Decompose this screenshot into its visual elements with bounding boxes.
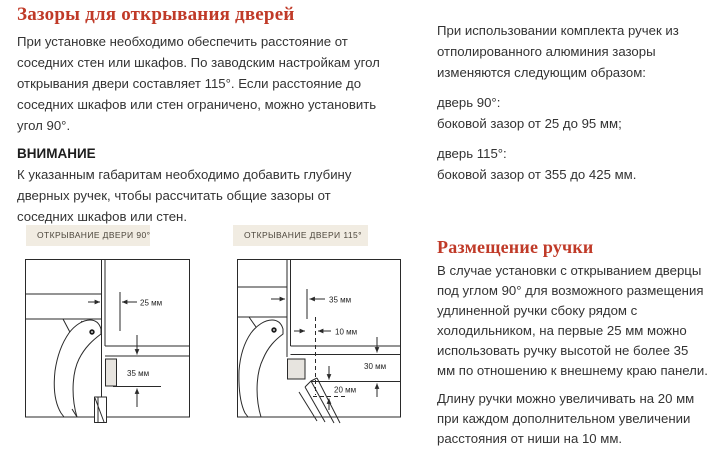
dim-20-label: 20 мм: [334, 385, 357, 395]
diagram-door-115-svg: [237, 259, 401, 425]
niche-wall-lines: [287, 260, 291, 358]
door-swing-shape: [54, 320, 101, 417]
diagram-frame: [26, 260, 190, 418]
figure-label-door-115: ОТКРЫВАНИЕ ДВЕРИ 115°: [233, 225, 368, 246]
niche-wall-lines: [102, 260, 106, 398]
diagram-door-115: [237, 259, 401, 425]
door-90-title: дверь 90°:: [437, 95, 501, 110]
fridge-front-band: [105, 346, 189, 356]
dim-35-label: 35 мм: [329, 295, 352, 305]
hinge-pivot-center: [273, 329, 275, 331]
door-115-text: боковой зазор от 355 до 425 мм.: [437, 167, 637, 182]
door-115-title: дверь 115°:: [437, 146, 507, 161]
dim-10-label: 10 мм: [335, 327, 358, 337]
clearance-paragraph: При установке необходимо обеспечить расстояние от соседних стен или шкафов. По заводским настройкам угол открывания двери составляет 115°. Если расстояние до соседних шкафов или стен ограничено, можно установить угол 90°.: [17, 34, 380, 133]
door-90-text: боковой зазор от 25 до 95 мм;: [437, 116, 622, 131]
clearance-heading: Зазоры для открывания дверей: [17, 4, 295, 25]
dim-20: [313, 366, 356, 410]
warning-text: К указанным габаритам необходимо добавить глубину дверных ручек, чтобы рассчитать общие зазоры от соседних шкафов или стен.: [17, 167, 352, 224]
hinge-pivot-center: [91, 331, 93, 333]
dim-25-label: 25 мм: [140, 298, 163, 308]
diagram-door-90: [25, 259, 190, 425]
handle-placement-section: [437, 236, 709, 449]
dim-10: [294, 328, 357, 337]
handle-placement-heading: Размещение ручки: [437, 237, 594, 257]
figure-label-door-90: ОТКРЫВАНИЕ ДВЕРИ 90°: [26, 225, 150, 246]
handle-placement-paragraph-1: В случае установки с открыванием дверцы под углом 90° для возможного размещения удлиненной ручки сбоку рядом с холодильником, на первые 25 мм можно использовать ручку высотой не более 35 мм по отношению к внешнему краю панели.: [437, 263, 708, 378]
handle-block: [106, 359, 117, 386]
handle-block: [288, 359, 306, 379]
warning-title: ВНИМАНИЕ: [17, 146, 96, 161]
fridge-front-band: [291, 346, 401, 355]
diagram-door-90-svg: [25, 259, 190, 425]
dim-25: [88, 299, 162, 308]
dim-35-label: 35 мм: [127, 369, 150, 378]
polished-handles-paragraph: При использовании комплекта ручек из отполированного алюминия зазоры изменяются следующим образом:: [437, 23, 679, 80]
polished-handles-section: [437, 20, 717, 185]
clearance-section: [17, 4, 385, 227]
adjacent-cabinet-lines: [26, 294, 102, 319]
handle-placement-paragraph-2: Длину ручки можно увеличивать на 20 мм при каждом дополнительном увеличении расстояния от ниши на 10 мм.: [437, 391, 695, 446]
door-swing-shape: [239, 320, 283, 417]
dim-30-label: 30 мм: [364, 362, 387, 371]
adjacent-cabinet-lines: [238, 287, 288, 317]
door-edge-bottom: [72, 397, 107, 423]
dim-35: [271, 296, 351, 305]
